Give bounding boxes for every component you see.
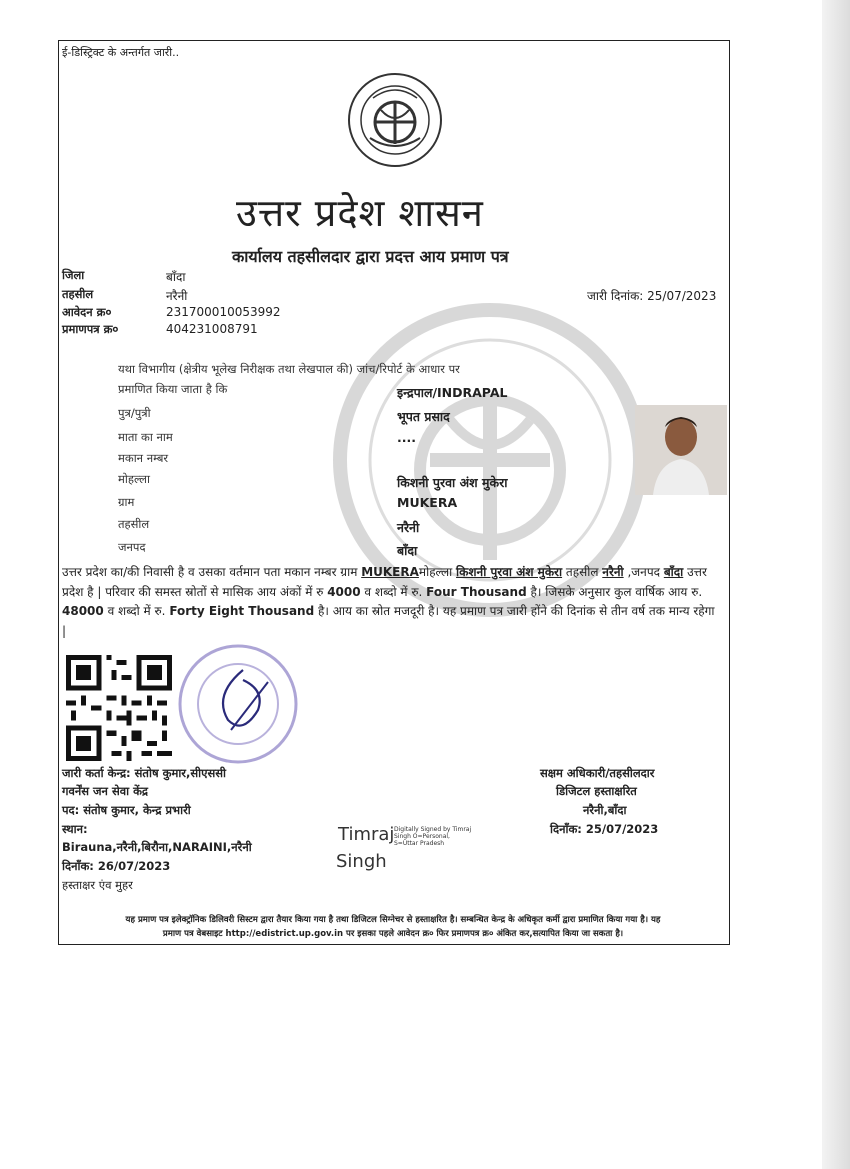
authority-digital: डिजिटल हस्ताक्षरित: [556, 784, 637, 798]
mohalla-value: किशनी पुरवा अंश मुकेरा: [397, 475, 508, 490]
signer-name-line2: Singh: [336, 851, 387, 872]
mother-label: माता का नाम: [118, 430, 173, 444]
up-emblem-icon: [345, 70, 445, 170]
issue-date: जारी दिनांक: 25/07/2023: [587, 289, 717, 303]
father-label: पुत्र/पुत्री: [118, 406, 151, 420]
field-district-value: बाँदा: [397, 543, 418, 558]
annual-income-words: Forty Eight Thousand: [169, 604, 315, 618]
applicant-name: इन्द्रपाल/INDRAPAL: [397, 385, 508, 400]
statement-text: ,जनपद: [623, 565, 664, 579]
statement-text: व शब्दो में रु.: [360, 584, 427, 599]
mother-value: ....: [397, 430, 416, 445]
statement-tehsil: नरैनी: [602, 565, 624, 579]
tehsil-label: तहसील: [62, 287, 94, 301]
application-number-value: 231700010053992: [166, 305, 281, 319]
statement-district: बाँदा: [663, 565, 684, 579]
village-value: MUKERA: [397, 495, 458, 510]
page-subtitle: कार्यालय तहसीलदार द्वारा प्रदत्त आय प्रमाण पत्र: [232, 247, 509, 266]
issuer-place-label: स्थान:: [62, 822, 88, 836]
statement-text: उत्तर प्रदेश है | परिवार की समस्त स्रोतों से मासिक आय अंकों में रु: [62, 565, 707, 599]
issuer-signature-label: हस्ताक्षर एंव मुहर: [62, 878, 133, 892]
house-number-label: मकान नम्बर: [118, 451, 169, 465]
issuer-center: जारी कर्ता केन्द्र: संतोष कुमार,सीएससी: [62, 766, 227, 780]
statement-text: मोहल्ला: [418, 565, 457, 579]
issuer-center-type: गवर्नेंस जन सेवा केंद्र: [62, 784, 149, 798]
issuer-designation: पद: संतोष कुमार, केन्द्र प्रभारी: [62, 803, 191, 817]
digital-signature-line1: Digitally Signed by Timraj: [394, 826, 472, 833]
digital-signature-line2: Singh O=Personal,: [394, 833, 450, 840]
qr-code: [66, 655, 172, 761]
annual-income-number: 48000: [62, 604, 104, 618]
issuer-date: दिनाँक: 26/07/2023: [62, 859, 171, 873]
statement-text: है। आय का स्रोत मजदूरी है। यह प्रमाण पत्र जारी होंने की दिनांक से तीन वर्ष तक मान्य रहेगा |: [62, 604, 715, 638]
mohalla-label: मोहल्ला: [118, 472, 150, 486]
issuer-place: Birauna,नरैनी,बिरौना,NARAINI,नरैनी: [62, 840, 252, 854]
district-value: बाँदा: [166, 270, 186, 284]
authority-title: सक्षम अधिकारी/तहसीलदार: [540, 766, 655, 780]
field-district-label: जनपद: [118, 540, 146, 554]
footer-note: [62, 913, 724, 941]
certificate-number-value: 404231008791: [166, 322, 258, 336]
footer-line-1: यह प्रमाण पत्र इलेक्ट्रॉनिक डिलिवरी सिस्टम द्वारा तैयार किया गया है तथा डिजिटल सिग्नेचर से हस्ताक्षरित है। सम्बन्धित केन्द्र के अधिकृत कर्मी द्वारा प्रमाणित किया गया है। यह: [125, 915, 661, 925]
monthly-income-number: 4000: [327, 584, 361, 599]
digital-signature-line3: S=Uttar Pradesh: [394, 840, 445, 847]
district-label: जिला: [62, 268, 85, 282]
father-value: भूपत प्रसाद: [397, 409, 450, 424]
footer-line-2: प्रमाण पत्र वेबसाइट http://edistrict.up.gov.in पर इसका पहले आवेदन क्र० फिर प्रमाणपत्र क्र० अंकित कर,सत्यापित किया जा सकता है।: [162, 929, 624, 939]
field-tehsil-label: तहसील: [118, 517, 150, 531]
intro-line-1: यथा विभागीय (क्षेत्रीय भूलेख निरीक्षक तथा लेखपाल की) जांच/रिपोर्ट के आधार पर: [118, 362, 460, 376]
scan-edge: [822, 0, 850, 1169]
applicant-photo: [635, 405, 727, 495]
page-title: उत्तर प्रदेश शासन: [236, 191, 484, 235]
certificate-number-label: प्रमाणपत्र क्र०: [62, 322, 119, 336]
tehsil-value: नरैनी: [166, 289, 188, 303]
statement-mohalla: किशनी पुरवा अंश मुकेरा: [456, 565, 563, 579]
monthly-income-words: Four Thousand: [426, 584, 527, 599]
statement-text: तहसील: [562, 565, 603, 579]
statement-text: है। जिसके अनुसार कुल वार्षिक आय रु.: [526, 584, 703, 599]
authority-date: दिनाँक: 25/07/2023: [550, 822, 659, 836]
header-note: ई-डिस्ट्रिक्ट के अन्तर्गत जारी..: [62, 46, 180, 59]
statement-village: MUKERA: [361, 565, 419, 579]
statement-text: उत्तर प्रदेश का/की निवासी है व उसका वर्तमान पता मकान नम्बर ग्राम: [62, 565, 362, 579]
intro-line-2: प्रमाणित किया जाता है कि: [118, 382, 228, 396]
signer-name-line1: Timraj: [338, 824, 395, 845]
official-stamp-icon: [173, 640, 303, 768]
village-label: ग्राम: [118, 495, 135, 509]
application-number-label: आवेदन क्र०: [62, 305, 112, 319]
statement-text: व शब्दो में रु.: [103, 604, 170, 618]
certificate-statement: [62, 563, 722, 641]
authority-place: नरैनी,बाँदा: [583, 803, 627, 817]
field-tehsil-value: नरैनी: [397, 520, 420, 535]
